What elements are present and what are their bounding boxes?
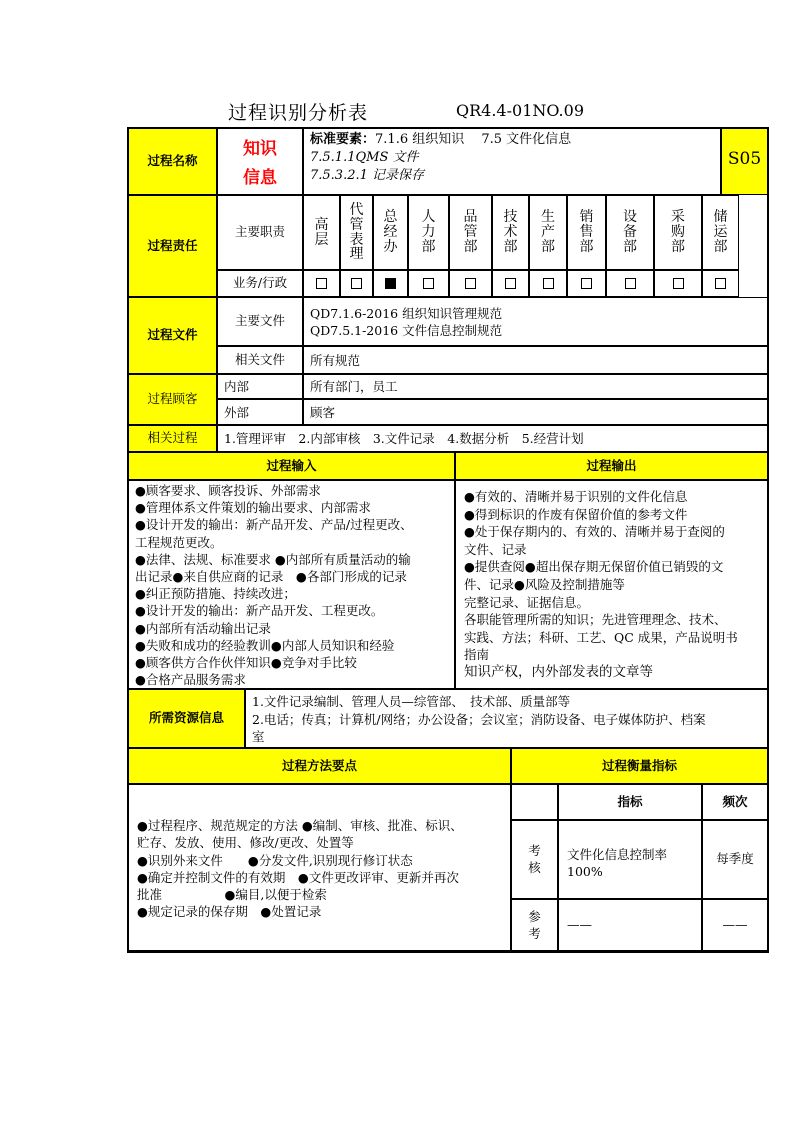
- metrics-row2-frequency: ——: [702, 899, 768, 952]
- input-line: ●顾客要求、顾客投诉、外部需求: [135, 483, 321, 498]
- outputs-content: [455, 480, 768, 689]
- process-name-line2: 信息: [243, 167, 277, 188]
- department-checkbox-cell: [567, 270, 606, 297]
- department-9: [606, 195, 654, 270]
- checkbox-empty-icon[interactable]: [543, 278, 554, 289]
- department-name: 代管表理: [349, 202, 364, 263]
- department-name: 设备部: [623, 209, 637, 255]
- checkbox-empty-icon[interactable]: [423, 278, 434, 289]
- document-code: QR4.4-01NO.09: [456, 101, 584, 120]
- method-line: ●确定并控制文件的有效期 ●文件更改评审、更新并再次: [137, 869, 459, 885]
- input-line: ●内部所有活动输出记录: [135, 620, 271, 636]
- internal-label: 内部: [217, 374, 303, 399]
- internal-value: 所有部门，员工: [303, 374, 768, 399]
- responsibility-label: 过程责任: [128, 195, 217, 297]
- standard-label: 标准要素：: [310, 132, 376, 147]
- department-name: 技术部: [503, 209, 518, 255]
- methods-header: 过程方法要点: [128, 748, 511, 784]
- input-line: ●顾客供方合作伙伴知识●竞争对手比较: [135, 655, 357, 671]
- method-line: ●过程程序、规范规定的方法 ●编制、审核、批准、标识、: [137, 818, 463, 833]
- input-line: ●管理体系文件策划的输出要求、内部需求: [135, 500, 371, 516]
- department-checkbox-cell: [340, 270, 373, 297]
- metrics-header: 过程衡量指标: [511, 748, 768, 784]
- input-line: ●设计开发的输出：新产品开发、工程更改。: [135, 603, 384, 619]
- external-value: 顾客: [303, 399, 768, 425]
- standard-sub2: 7.5.3.2.1 记录保存: [310, 168, 425, 183]
- output-line: ●得到标识的作废有保留价值的参考文件: [464, 506, 688, 522]
- output-line: 文件、记录: [464, 541, 527, 557]
- resource-line-2: 2.电话；传真；计算机/网络；办公设备；会议室；消防设备、电子媒体防护、档案: [252, 711, 706, 727]
- standard-elements: [303, 128, 721, 195]
- department-checkbox-cell: [606, 270, 654, 297]
- department-name: 生产部: [541, 209, 555, 255]
- input-line: 出记录●来自供应商的记录 ●各部门形成的记录: [135, 569, 407, 585]
- department-name: 品管部: [463, 209, 478, 255]
- input-line: ●失败和成功的经验教训●内部人员知识和经验: [135, 637, 395, 653]
- methods-content: [128, 784, 511, 952]
- department-8: [567, 195, 606, 270]
- metrics-col-frequency: 频次: [702, 784, 768, 820]
- standard-sub1: 7.5.1.1QMS 文件: [310, 150, 419, 165]
- process-name-value: [217, 128, 303, 195]
- metrics-row1-indicator: 文件化信息控制率 100%: [558, 820, 702, 899]
- resource-line-1: 1.文件记录编制、管理人员—综管部、 技术部、质量部等: [252, 694, 571, 709]
- checkbox-empty-icon[interactable]: [715, 278, 726, 289]
- checkbox-empty-icon[interactable]: [581, 278, 592, 289]
- checkbox-empty-icon[interactable]: [505, 278, 516, 289]
- process-name-line1: 知识: [243, 139, 277, 159]
- input-line: 工程规范更改。: [135, 534, 223, 550]
- related-process-value: 1.管理评审 2.内部审核 3.文件记录 4.数据分析 5.经营计划: [217, 425, 768, 452]
- department-name: 采购部: [671, 209, 685, 255]
- main-doc-2: QD7.5.1-2016 文件信息控制规范: [310, 323, 503, 338]
- method-line: 批准 ●编目,以便于检索: [137, 887, 327, 903]
- output-line: 实践、方法；科研、工艺、QC 成果，产品说明书: [464, 629, 738, 645]
- main-docs-value: [303, 297, 768, 346]
- department-5: [449, 195, 492, 270]
- related-docs-value: 所有规范: [303, 346, 768, 374]
- department-name: 销售部: [579, 209, 594, 255]
- department-10: [654, 195, 702, 270]
- checkbox-empty-icon[interactable]: [625, 278, 636, 289]
- process-code-box: [721, 128, 768, 195]
- documents-label: 过程文件: [128, 297, 217, 374]
- input-line: ●设计开发的输出：新产品开发、产品/过程更改、: [135, 517, 413, 533]
- resources-value: [245, 689, 768, 748]
- department-checkbox-cell: [702, 270, 739, 297]
- department-11: [702, 195, 739, 270]
- department-2: [340, 195, 373, 270]
- output-line: ●有效的、清晰并易于识别的文件化信息: [464, 489, 688, 504]
- output-line: 指南: [464, 647, 490, 663]
- department-1: [303, 195, 340, 270]
- input-line: ●法律、法规、标准要求 ●内部所有质量活动的输: [135, 551, 411, 567]
- output-line: 完整记录、证据信息。: [464, 594, 590, 610]
- main-duty-label: 主要职责: [217, 195, 303, 270]
- checkbox-checked-icon[interactable]: [385, 278, 396, 289]
- department-checkbox-cell: [303, 270, 340, 297]
- related-process-label: 相关过程: [128, 425, 217, 452]
- department-checkbox-cell: [373, 270, 408, 297]
- department-checkbox-cell: [408, 270, 449, 297]
- input-line: ●合格产品服务需求: [135, 672, 246, 688]
- biz-admin-label: 业务/行政: [217, 270, 303, 297]
- customers-label: 过程顾客: [128, 374, 217, 425]
- inputs-content: [128, 480, 455, 689]
- input-line: ●纠正预防措施、持续改进；: [135, 586, 296, 602]
- output-line: 知识产权，内外部发表的文章等: [464, 663, 653, 680]
- page-title: 过程识别分析表: [228, 102, 369, 124]
- resource-line-3: 室: [252, 729, 265, 744]
- department-3: [373, 195, 408, 270]
- outputs-header: 过程输出: [455, 452, 768, 480]
- method-line: 贮存、发放、使用、修改/更改、处置等: [137, 835, 354, 851]
- metrics-row1-label: 考核: [511, 820, 558, 899]
- metrics-row2-label: 参考: [511, 899, 558, 952]
- output-line: 件、记录●风险及控制措施等: [464, 576, 625, 592]
- department-name: 总经办: [383, 209, 398, 255]
- metrics-corner: [511, 784, 558, 820]
- process-name-label: 过程名称: [128, 128, 217, 195]
- main-docs-label: 主要文件: [217, 297, 303, 346]
- checkbox-empty-icon[interactable]: [465, 278, 476, 289]
- metrics-row1-frequency: 每季度: [702, 820, 768, 899]
- department-checkbox-cell: [492, 270, 529, 297]
- department-checkbox-cell: [654, 270, 702, 297]
- department-7: [529, 195, 567, 270]
- main-doc-1: QD7.1.6-2016 组织知识管理规范: [310, 306, 503, 321]
- output-line: ●处于保存期内的、有效的、清晰并易于查阅的: [464, 524, 725, 540]
- external-label: 外部: [217, 399, 303, 425]
- metrics-row2-indicator: ——: [558, 899, 702, 952]
- department-checkbox-cell: [449, 270, 492, 297]
- inputs-header: 过程输入: [128, 452, 455, 480]
- department-name: 高层: [314, 216, 329, 248]
- output-line: ●提供查阅●超出保存期无保留价值已销毁的文: [464, 559, 724, 575]
- department-6: [492, 195, 529, 270]
- metrics-col-indicator: 指标: [558, 784, 702, 820]
- process-code: S05: [727, 149, 762, 169]
- resources-label: 所需资源信息: [128, 689, 245, 748]
- output-line: 各职能管理所需的知识；先进管理理念、技术、: [464, 612, 727, 628]
- department-4: [408, 195, 449, 270]
- department-checkbox-cell: [529, 270, 567, 297]
- checkbox-empty-icon[interactable]: [351, 278, 362, 289]
- department-name: 储运部: [713, 209, 728, 255]
- method-line: ●识别外来文件 ●分发文件,识别现行修订状态: [137, 852, 413, 868]
- checkbox-empty-icon[interactable]: [673, 278, 684, 289]
- method-line: ●规定记录的保存期 ●处置记录: [137, 904, 322, 920]
- checkbox-empty-icon[interactable]: [316, 278, 327, 289]
- department-name: 人力部: [421, 209, 436, 255]
- related-docs-label: 相关文件: [217, 346, 303, 374]
- standard-value: 7.1.6 组织知识 7.5 文件化信息: [375, 132, 572, 147]
